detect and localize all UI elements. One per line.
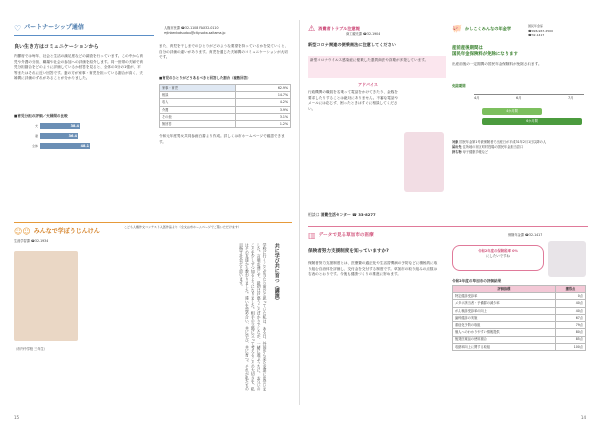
partnership-para2: また、育児を干しまでのひとりがどのような要望を持っているかを見ていくと、自分の評価の違いがあります。育児を通じた夫婦間のコミュニケーションが大切です。 [159, 44, 289, 60]
people-icon: ☺☺ [14, 227, 31, 237]
children-dept: 生涯学習課 [14, 239, 30, 243]
consumer-tel: 32-1904 [366, 32, 381, 36]
consumer-section [308, 22, 446, 222]
table-cell-score: 80点 [555, 329, 585, 336]
consumer-contact-line [308, 212, 376, 218]
pension-place-label: 届出先 [452, 144, 462, 149]
data-contact: 保険年金課 ☎32-1417 [508, 233, 543, 237]
consumer-contact-label: 相談は [308, 212, 320, 217]
children-section [14, 222, 292, 402]
data-header [308, 229, 588, 243]
table-cell-metric: 個人へのわかりやすい情報提供 [453, 329, 556, 336]
table-cell-score: 79点 [555, 322, 585, 329]
piggybank-icon: 🐖 [452, 24, 462, 34]
pension-contact: 国民年金係 ☎096-967-2500 ☎32-1417 [528, 24, 554, 38]
pension-items-label: 持ち物 [452, 149, 462, 154]
table-cell-metric: 収納率向上に関する取組 [453, 343, 556, 350]
chart2-table: 家事・育児 62.9% 相談 14.7% 収入 4.2% 介護 3.9% その他 3.1% 無回答 1.2% [159, 84, 291, 128]
pension-diagram [452, 84, 588, 134]
chart2-title: ■育児のひとりがどうあるべきと回答した割合（複数回答） [159, 76, 251, 80]
table-cell-score: 100点 [555, 343, 585, 350]
data-bubble-text2: にしたいですね [486, 253, 510, 258]
partnership-para1: 内閣府では毎年、社会と生活の満足度などの調査を行っています。この中から育児や介護の分担、職場や社会の参加への評価を紹介します。同一世帯の夫婦で育児分担割合をどのように評価しているか回答を見ると、全体の3分の1強が、平等またはそれに近い回答です。妻の方が家事・育児を担っている割合が高く、夫婦間に評価のずれがあることが分かりました。 [14, 54, 144, 81]
data-title: データで見る草加市の医療 [318, 232, 374, 238]
pension-dept: 国民年金係 [528, 24, 544, 28]
consumer-body: 行政機関の職員を名乗って電話をかけてきたり、金銭を要求したりすることは絶対にありません。不審な電話やメールには応じず、困ったときはすぐに相談してください。 [308, 90, 399, 111]
partnership-header [14, 22, 154, 36]
consumer-intro: 新型コロナウイルス感染症に便乗した悪質商法や詐欺が多発しています。 [308, 56, 446, 78]
data-body: 保険者努力支援制度とは、医療費の適正化や生活習慣病の予防などに積極的に取り組む自治体を評価し、交付金を交付する制度です。草加市の取り組みの点数は右表のとおりです。今後も健康づくりの推進に努めます。 [308, 261, 438, 277]
data-section [308, 226, 588, 404]
data-photo [548, 241, 586, 277]
pension-section [452, 22, 588, 222]
chart-icon: ▥ [308, 231, 316, 241]
pension-month-a: 4月 [474, 96, 480, 100]
table-cell-metric: メタボ該当者・予備群の減少率 [453, 300, 556, 307]
table-cell-metric: 特定健診受診率 [453, 293, 556, 300]
data-dept: 保険年金課 [508, 233, 524, 237]
partnership-para3: 令和元年度男女共同参画白書より作成。詳しくは市ホームページで確認できます。 [159, 134, 285, 144]
partnership-dept: 人権市民課 [164, 26, 180, 30]
chart1: 夫 38.4 妻 36.4 全体 48.1 [31, 123, 89, 148]
chart1-title: ■育児分担の評価／夫婦間の比較 [14, 114, 68, 118]
left-page-number: 15 [14, 415, 20, 421]
table-cell-metric: 重症化予防の取組 [453, 322, 556, 329]
children-body: 学校に行くことが当たり前だと思っていた私は、ある日、外国から来た友達に出会いました。言葉が通じず、最初は戸惑うことばかりでしたが、一緒に遊ぶうちに、お互いのことを少しずつ知るようになりました。相手の立場に立って考えることの大切さを、私はその友達から教わりました。違いを認め合い、共に学び、共に育つ。それが私たちの目指す社会だと思います。 [239, 243, 268, 392]
children-title: みんなで学ぼうじんけん [33, 227, 100, 235]
children-tel: 32-1934 [34, 239, 49, 243]
pension-details [452, 140, 588, 220]
pension-tel1: 096-967-2500 [531, 28, 554, 33]
partnership-contact: 人権市民課 ☎32-1108 FAX32-0110 ✉jinkenkatsudou@city.soka.saitama.jp [164, 26, 226, 35]
consumer-heading: 新型コロナ関連の便乗商法に注意してください [308, 42, 396, 47]
table-cell-metric: 歯科健診の実施 [453, 314, 556, 321]
data-table-header-2: 獲得点 [555, 286, 585, 293]
table-row [453, 322, 586, 329]
consumer-contact-value: 消費生活センター ☎ 33-8277 [320, 212, 376, 217]
table-cell-score: 0点 [555, 293, 585, 300]
heart-icon: ♡ [14, 23, 22, 33]
right-page-number: 14 [580, 415, 586, 421]
data-tel: 32-1417 [528, 233, 543, 237]
data-bubble-text: 令和2年度の保険税率 0% [478, 249, 518, 253]
consumer-dept: 商工観光課 [346, 32, 362, 36]
table-row [453, 336, 586, 343]
table-cell-score: 40点 [555, 307, 585, 314]
pension-month-c: 7月 [568, 96, 574, 100]
table-cell-score: 67点 [555, 314, 585, 321]
table-row [453, 293, 586, 300]
children-photo [14, 251, 78, 341]
partnership-section [14, 22, 292, 218]
pension-heading [452, 46, 588, 59]
table-cell-metric: がん検診受診率の向上 [453, 307, 556, 314]
consumer-contact: 商工観光課 ☎32-1904 [346, 32, 381, 36]
consumer-illustration [404, 132, 444, 192]
pension-body: 出産前後の一定期間の国民年金保険料が免除されます。 [452, 62, 542, 66]
pension-title: かしこくみんなの年金学 [464, 25, 512, 31]
partnership-email: jinkenkatsudou@city.soka.saitama.jp [166, 30, 226, 35]
pension-tel2: 32-1417 [531, 33, 545, 38]
data-heading: 保険者努力支援制度を知っていますか? [308, 249, 389, 254]
data-bubble [452, 245, 544, 271]
partnership-tel: 32-1108 [184, 26, 199, 30]
pension-heading1: 産前産後期間は [452, 46, 483, 51]
children-note: こども人権作文コンテスト入賞作品より（全文は市ホームページでご覧いただけます） [124, 225, 241, 229]
consumer-title: 消費者トラブル注意報 [318, 25, 360, 31]
warning-icon: ⚠ [308, 24, 316, 34]
pension-bar-twins: 6か月間 [482, 118, 582, 125]
table-cell-score: 85点 [555, 336, 585, 343]
table-row [453, 329, 586, 336]
table-cell-score: 40点 [555, 300, 585, 307]
pension-bar-single: 4か月間 [482, 108, 542, 115]
data-table-title: 令和2年度の草加市の評価結果 [452, 279, 502, 283]
pension-items: 母子健康手帳など [462, 149, 489, 154]
partnership-fax: 32-0110 [205, 26, 219, 30]
children-vertical-title: 共に学び共に育つ（講演） [273, 243, 280, 303]
partnership-heading: 良い生き方はコミュニケーションから [14, 44, 99, 50]
table-row [453, 314, 586, 321]
table-cell-metric: 後発医薬品の使用割合 [453, 336, 556, 343]
pension-diagram-label: 免除期間 [452, 84, 466, 88]
pension-place: 住所地の市区町村役場の国民年金担当窓口 [462, 144, 524, 149]
data-table [452, 285, 586, 351]
table-row [453, 300, 586, 307]
page-gutter [299, 20, 300, 405]
data-table-header-1: 評価指標 [453, 286, 556, 293]
partnership-title: パートナーシップ通信 [24, 24, 84, 32]
pension-heading2: 国民年金保険料が免除になります [452, 52, 518, 58]
table-row [453, 307, 586, 314]
pension-target-label: 対象 [452, 140, 459, 144]
children-author: （市内中学校 三年生） [14, 347, 47, 351]
table-row [453, 343, 586, 350]
consumer-advice-title: アドバイス [358, 82, 378, 87]
children-contact: 生涯学習課 ☎32-1934 [14, 239, 49, 243]
pension-target: 国民年金第1号被保険者で出産日が平成31年2月1日以降の人 [459, 140, 547, 144]
pension-month-b: 6月 [516, 96, 522, 100]
